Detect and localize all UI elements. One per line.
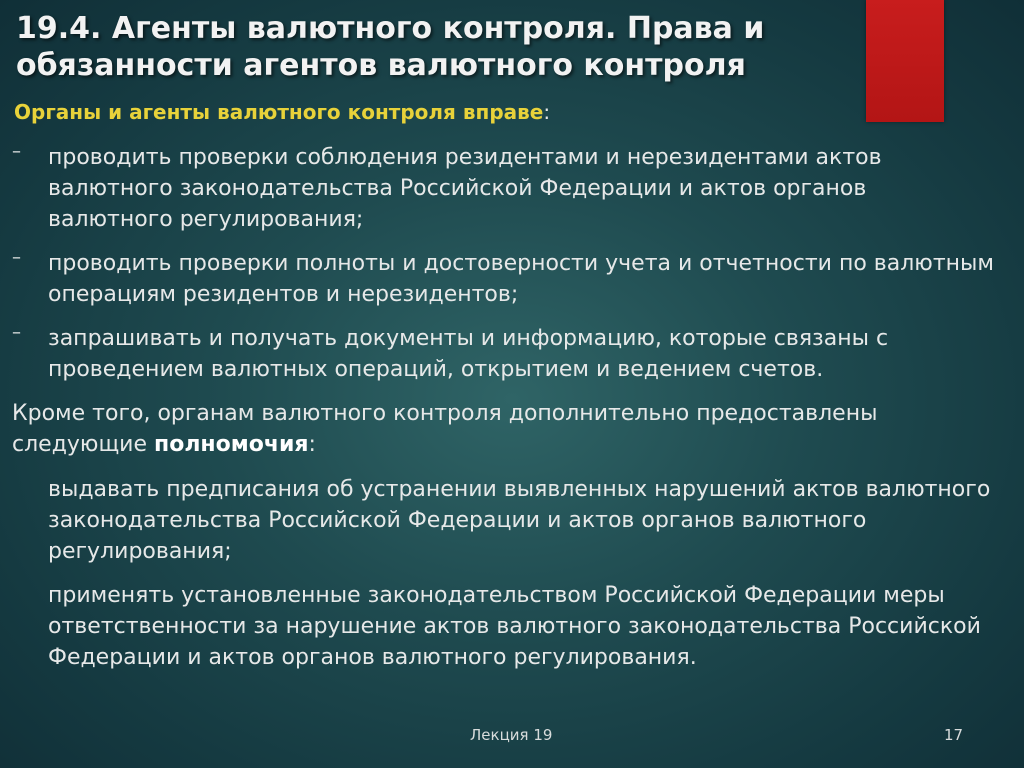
paragraph-colon: :: [308, 432, 316, 457]
additional-powers-paragraph: [12, 398, 1002, 460]
slide-title: 19.4. Агенты валютного контроля. Права и обязанности агентов валютного контроля: [16, 11, 765, 83]
list-item: запрашивать и получать документы и информацию, которые связаны с проведением валютных операций, открытием и ведением счетов.: [48, 326, 889, 382]
bullet-icon: –: [12, 247, 21, 268]
list-item: проводить проверки полноты и достоверности учета и отчетности по валютным операциям резидентов и нерезидентов;: [48, 251, 994, 307]
intro-line: [14, 98, 550, 126]
list-item: выдавать предписания об устранении выявленных нарушений актов валютного законодательства Российской Федерации и актов органов валютного регулирования;: [48, 477, 991, 564]
list-item: применять установленные законодательством Российской Федерации меры ответственности за нарушение актов валютного законодательства Российской Федерации и актов органов валютного регулирования.: [48, 583, 981, 670]
paragraph-strong: полномочия: [154, 432, 309, 457]
bullet-icon: –: [12, 322, 21, 343]
footer-lecture: Лекция 19: [470, 726, 553, 744]
bullet-icon: –: [12, 141, 21, 162]
list-item: проводить проверки соблюдения резидентами и нерезидентами актов валютного законодательства Российской Федерации и актов органов валютного регулирования;: [48, 145, 882, 232]
intro-bold-text: Органы и агенты валютного контроля вправе: [14, 100, 544, 124]
page-number: 17: [944, 726, 964, 744]
intro-colon: :: [543, 100, 551, 124]
paragraph-text: Кроме того, органам валютного контроля дополнительно предоставлены следующие: [12, 401, 878, 457]
